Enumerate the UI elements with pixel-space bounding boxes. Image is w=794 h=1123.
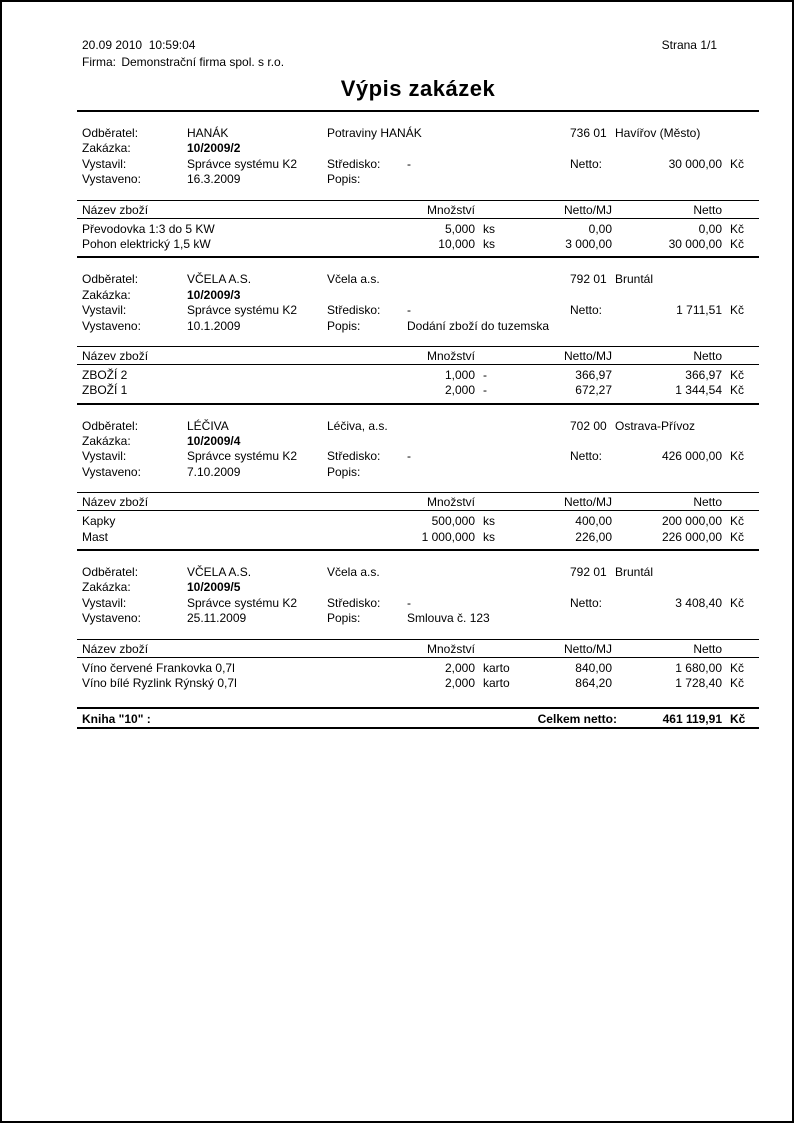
items-header: [77, 200, 759, 219]
col-header-name: Název zboží: [82, 641, 149, 656]
cost-center-value: -: [407, 595, 411, 610]
order-info: [77, 565, 759, 627]
item-currency: Kč: [730, 675, 745, 690]
netto-label: Netto:: [570, 449, 603, 464]
netto-value: 3 408,40: [675, 595, 722, 610]
customer-code: VČELA A.S.: [187, 272, 252, 287]
firm-value: Demonstrační firma spol. s r.o.: [121, 55, 285, 69]
report-body: [77, 110, 759, 729]
item-name: Převodovka 1:3 do 5 KW: [82, 221, 215, 236]
order-info-row: [77, 303, 759, 318]
description-value: Dodání zboží do tuzemska: [407, 318, 550, 333]
col-header-netto-mj: Netto/MJ: [563, 202, 612, 217]
issued-on-label: Vystaveno:: [82, 318, 141, 333]
order-info-row: [77, 565, 759, 580]
item-netto-mj: 0,00: [588, 221, 612, 236]
description-label: Popis:: [327, 318, 361, 333]
item-netto: 366,97: [685, 367, 722, 382]
item-netto: 1 344,54: [675, 383, 722, 398]
customer-name: Potraviny HANÁK: [327, 126, 422, 140]
issued-on-value: 10.1.2009: [187, 318, 241, 333]
order-info-row: [77, 319, 759, 334]
customer-city: Bruntál: [615, 272, 654, 287]
table-row: [77, 222, 759, 237]
netto-value: 30 000,00: [668, 156, 722, 171]
item-name: Víno červené Frankovka 0,7l: [82, 660, 235, 675]
netto-label: Netto:: [570, 156, 603, 171]
items-body: [77, 658, 759, 710]
currency-label: Kč: [730, 303, 745, 318]
item-name: Pohon elektrický 1,5 kW: [82, 236, 211, 251]
order-number: 10/2009/5: [187, 580, 241, 595]
item-currency: Kč: [730, 221, 745, 236]
order-label: Zakázka:: [82, 434, 131, 449]
item-netto-mj: 840,00: [575, 660, 612, 675]
issued-on-label: Vystaveno:: [82, 172, 141, 187]
item-unit: karto: [483, 660, 510, 675]
book-label: Kniha "10" :: [82, 712, 151, 727]
item-netto: 226 000,00: [661, 529, 722, 544]
report-total-band: [77, 709, 759, 729]
issued-on-value: 25.11.2009: [187, 611, 247, 626]
item-currency: Kč: [730, 383, 745, 398]
order-info-row: [77, 126, 759, 141]
customer-zip: 702 00: [570, 418, 607, 433]
cost-center-value: -: [407, 449, 411, 464]
item-unit: ks: [483, 221, 495, 236]
order-label: Zakázka:: [82, 580, 131, 595]
issued-by-label: Vystavil:: [82, 156, 127, 171]
netto-value: 426 000,00: [661, 449, 722, 464]
col-header-netto: Netto: [693, 202, 722, 217]
item-currency: Kč: [730, 514, 745, 529]
item-currency: Kč: [730, 367, 745, 382]
customer-zip: 792 01: [570, 272, 607, 287]
items-header: [77, 639, 759, 658]
print-datetime: 20.09 2010 10:59:04: [82, 38, 196, 52]
item-unit: -: [483, 383, 487, 398]
col-header-quantity: Množství: [426, 202, 475, 217]
table-row: [77, 676, 759, 691]
cost-center-label: Středisko:: [327, 449, 381, 464]
items-body: [77, 511, 759, 551]
currency-label: Kč: [730, 449, 745, 464]
report-header: [77, 2, 759, 110]
item-netto: 1 728,40: [675, 675, 722, 690]
cost-center-value: -: [407, 303, 411, 318]
order-label: Zakázka:: [82, 287, 131, 302]
items-body: [77, 365, 759, 405]
order-block: [77, 258, 759, 404]
item-quantity: 1,000: [444, 367, 475, 382]
item-unit: ks: [483, 529, 495, 544]
issued-on-value: 16.3.2009: [187, 172, 241, 187]
table-row: [77, 661, 759, 676]
page-number: Strana 1/1: [661, 38, 717, 52]
order-info: [77, 419, 759, 481]
col-header-netto: Netto: [693, 641, 722, 656]
item-quantity: 500,000: [431, 514, 475, 529]
item-netto-mj: 226,00: [575, 529, 612, 544]
col-header-netto-mj: Netto/MJ: [563, 495, 612, 510]
order-info-row: [77, 272, 759, 287]
total-netto-label: Celkem netto:: [537, 712, 617, 727]
netto-label: Netto:: [570, 303, 603, 318]
total-currency: Kč: [730, 712, 746, 727]
col-header-quantity: Množství: [426, 641, 475, 656]
item-unit: ks: [483, 514, 495, 529]
item-quantity: 2,000: [444, 660, 475, 675]
order-info-row: [77, 288, 759, 303]
item-netto: 0,00: [698, 221, 722, 236]
item-name: Víno bílé Ryzlink Rýnský 0,7l: [82, 675, 237, 690]
issued-on-value: 7.10.2009: [187, 464, 241, 479]
item-quantity: 10,000: [438, 236, 475, 251]
order-info: [77, 272, 759, 334]
customer-zip: 792 01: [570, 565, 607, 580]
cost-center-value: -: [407, 156, 411, 171]
issued-by-label: Vystavil:: [82, 449, 127, 464]
order-block: [77, 551, 759, 709]
order-info-row: [77, 434, 759, 449]
issued-by-value: Správce systému K2: [187, 449, 298, 464]
netto-value: 1 711,51: [676, 303, 722, 318]
issued-by-value: Správce systému K2: [187, 156, 298, 171]
currency-label: Kč: [730, 595, 745, 610]
description-label: Popis:: [327, 172, 361, 187]
order-info-row: [77, 157, 759, 172]
item-quantity: 2,000: [444, 383, 475, 398]
order-block: [77, 405, 759, 551]
firm-row: [82, 55, 284, 69]
customer-city: Bruntál: [615, 565, 654, 580]
customer-code: VČELA A.S.: [187, 565, 252, 580]
item-netto-mj: 3 000,00: [565, 236, 612, 251]
item-quantity: 5,000: [444, 221, 475, 236]
issued-on-label: Vystaveno:: [82, 464, 141, 479]
item-netto-mj: 672,27: [575, 383, 612, 398]
item-unit: karto: [483, 675, 510, 690]
items-header: [77, 346, 759, 365]
item-currency: Kč: [730, 660, 745, 675]
item-netto: 1 680,00: [675, 660, 722, 675]
order-info-row: [77, 172, 759, 187]
item-name: Kapky: [82, 514, 116, 529]
order-info-row: [77, 141, 759, 156]
issued-by-label: Vystavil:: [82, 303, 127, 318]
col-header-name: Název zboží: [82, 202, 149, 217]
customer-label: Odběratel:: [82, 565, 139, 580]
customer-label: Odběratel:: [82, 126, 139, 140]
order-info-row: [77, 580, 759, 595]
item-name: ZBOŽÍ 1: [82, 383, 128, 398]
item-unit: ks: [483, 236, 495, 251]
col-header-netto: Netto: [693, 495, 722, 510]
firm-label: Firma:: [82, 55, 116, 69]
issued-by-value: Správce systému K2: [187, 595, 298, 610]
total-netto-value: 461 119,91: [662, 712, 722, 727]
item-netto-mj: 864,20: [575, 675, 612, 690]
items-header: [77, 492, 759, 511]
col-header-quantity: Množství: [426, 495, 475, 510]
item-quantity: 1 000,000: [421, 529, 475, 544]
item-netto-mj: 366,97: [575, 367, 612, 382]
currency-label: Kč: [730, 156, 745, 171]
item-name: Mast: [82, 529, 109, 544]
issued-on-label: Vystaveno:: [82, 611, 141, 626]
order-label: Zakázka:: [82, 141, 131, 156]
order-block: [77, 112, 759, 258]
description-label: Popis:: [327, 611, 361, 626]
order-info-row: [77, 465, 759, 480]
netto-label: Netto:: [570, 595, 603, 610]
item-name: ZBOŽÍ 2: [82, 367, 128, 382]
col-header-netto: Netto: [693, 348, 722, 363]
order-number: 10/2009/2: [187, 141, 241, 156]
order-info-row: [77, 419, 759, 434]
report-title: Výpis zakázek: [340, 76, 496, 101]
cost-center-label: Středisko:: [327, 595, 381, 610]
table-row: [77, 237, 759, 252]
order-info: [77, 126, 759, 188]
customer-code: HANÁK: [187, 126, 229, 140]
item-unit: -: [483, 367, 487, 382]
issued-by-value: Správce systému K2: [187, 303, 298, 318]
table-row: [77, 368, 759, 383]
customer-name: Včela a.s.: [327, 565, 380, 580]
customer-city: Ostrava-Přívoz: [615, 418, 696, 433]
order-number: 10/2009/3: [187, 287, 241, 302]
description-label: Popis:: [327, 464, 361, 479]
table-row: [77, 383, 759, 398]
col-header-name: Název zboží: [82, 348, 149, 363]
col-header-netto-mj: Netto/MJ: [563, 348, 612, 363]
item-netto: 30 000,00: [668, 236, 722, 251]
cost-center-label: Středisko:: [327, 303, 381, 318]
col-header-netto-mj: Netto/MJ: [563, 641, 612, 656]
orders-container: [77, 112, 759, 709]
customer-name: Včela a.s.: [327, 272, 380, 287]
customer-city: Havířov (Město): [615, 126, 701, 140]
cost-center-label: Středisko:: [327, 156, 381, 171]
item-netto: 200 000,00: [661, 514, 722, 529]
item-currency: Kč: [730, 529, 745, 544]
order-number: 10/2009/4: [187, 434, 241, 449]
customer-name: Léčiva, a.s.: [327, 418, 388, 433]
table-row: [77, 514, 759, 529]
customer-zip: 736 01: [570, 126, 607, 140]
customer-label: Odběratel:: [82, 418, 139, 433]
items-body: [77, 219, 759, 259]
description-value: Smlouva č. 123: [407, 611, 490, 626]
order-info-row: [77, 596, 759, 611]
issued-by-label: Vystavil:: [82, 595, 127, 610]
customer-label: Odběratel:: [82, 272, 139, 287]
table-row: [77, 530, 759, 545]
item-quantity: 2,000: [444, 675, 475, 690]
col-header-quantity: Množství: [426, 348, 475, 363]
order-info-row: [77, 449, 759, 464]
customer-code: LÉČIVA: [187, 418, 229, 433]
item-netto-mj: 400,00: [575, 514, 612, 529]
order-info-row: [77, 611, 759, 626]
col-header-name: Název zboží: [82, 495, 149, 510]
item-currency: Kč: [730, 236, 745, 251]
